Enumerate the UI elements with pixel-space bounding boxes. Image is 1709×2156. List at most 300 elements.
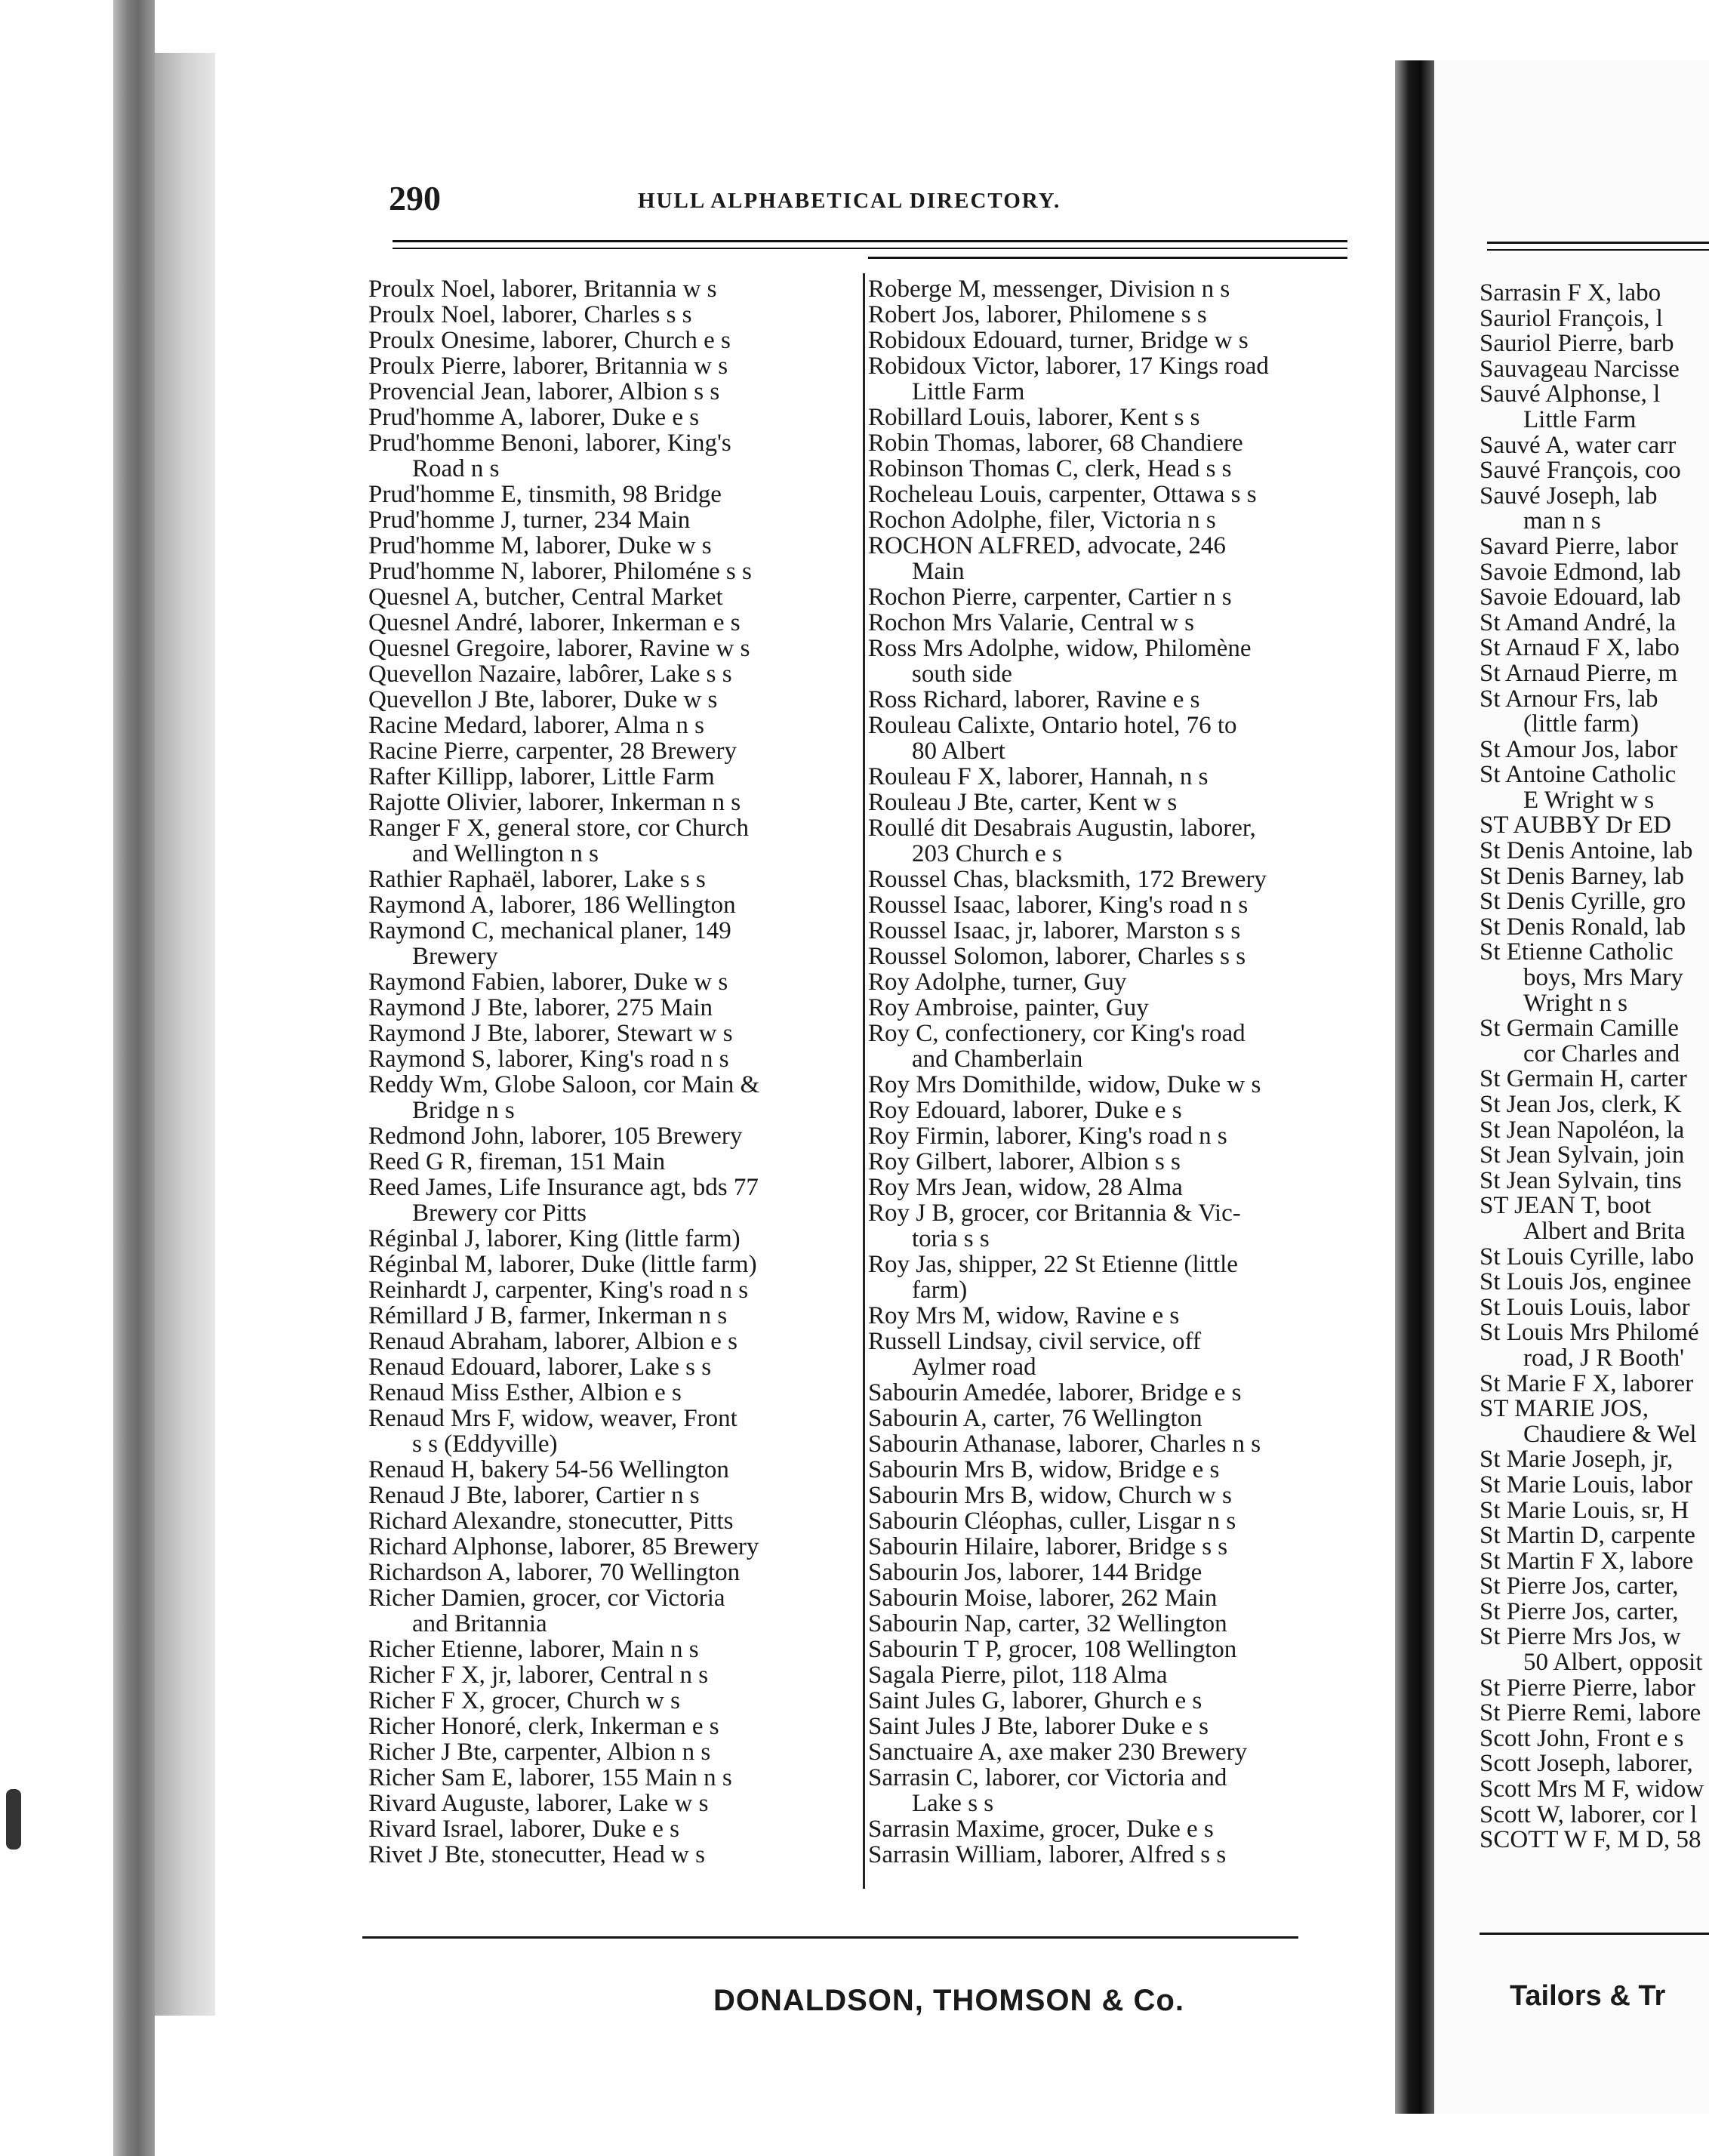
entry-continuation: Bridge n s <box>412 1097 515 1124</box>
directory-entry <box>868 1329 1370 1380</box>
entry-text: Scott Mrs M F, widow <box>1480 1776 1704 1803</box>
entry-text: Richer F X, jr, laborer, Central n s <box>368 1662 709 1689</box>
directory-entry <box>1480 281 1706 306</box>
entry-text: Sabourin Nap, carter, 32 Wellington <box>868 1610 1227 1637</box>
directory-entry <box>1480 1118 1706 1144</box>
entry-text: Robert Jos, laborer, Philomene s s <box>868 301 1207 328</box>
entry-text: Roy Gilbert, laborer, Albion s s <box>868 1148 1181 1175</box>
directory-entry <box>368 1637 851 1662</box>
directory-entry <box>868 713 1370 764</box>
directory-column-left <box>368 276 851 1868</box>
entry-text: Sabourin Athanase, laborer, Charles n s <box>868 1431 1261 1458</box>
entry-text: Roussel Chas, blacksmith, 172 Brewery <box>868 866 1267 893</box>
entry-text: Roy Edouard, laborer, Duke e s <box>868 1097 1182 1124</box>
entry-text: Racine Medard, laborer, Alma n s <box>368 712 704 739</box>
directory-entry <box>1480 735 1706 763</box>
entry-continuation: Little Farm <box>912 378 1025 405</box>
directory-entry <box>368 353 851 379</box>
directory-entry <box>868 1303 1370 1329</box>
facing-footer: Tailors & Tr <box>1510 1980 1666 2012</box>
entry-continuation: (little farm) <box>1523 710 1640 738</box>
entry-text: Richer Damien, grocer, cor Victoria <box>368 1585 725 1612</box>
directory-entry <box>368 1483 851 1508</box>
directory-entry <box>1480 1016 1706 1067</box>
entry-text: St Etienne Catholic <box>1480 938 1674 966</box>
entry-continuation: E Wright w s <box>1523 786 1655 814</box>
directory-entry <box>368 867 851 892</box>
entry-text: Ross Mrs Adolphe, widow, Philomène <box>868 635 1252 662</box>
directory-entry <box>1480 661 1706 687</box>
entry-text: Quevellon J Bte, laborer, Duke w s <box>368 686 718 713</box>
directory-entry <box>1480 458 1706 484</box>
entry-text: Renaud H, bakery 54-56 Wellington <box>368 1456 729 1483</box>
entry-text: Richer Etienne, laborer, Main n s <box>368 1636 699 1663</box>
entry-text: St Denis Cyrille, gro <box>1480 888 1686 916</box>
directory-entry <box>1480 1498 1706 1524</box>
directory-entry <box>1480 940 1706 990</box>
directory-entry <box>868 790 1370 815</box>
entry-text: Sagala Pierre, pilot, 118 Alma <box>868 1662 1168 1689</box>
directory-entry <box>368 764 851 790</box>
directory-entry <box>1480 991 1706 1017</box>
entry-text: Raymond J Bte, laborer, 275 Main <box>368 994 713 1021</box>
page-header <box>389 178 1344 223</box>
directory-entry <box>368 1046 851 1072</box>
entry-text: St Louis Cyrille, labo <box>1480 1243 1695 1270</box>
header-rule-bottom <box>393 248 1347 249</box>
entry-text: St Denis Barney, lab <box>1480 862 1684 890</box>
directory-entry <box>868 276 1370 302</box>
entry-text: Roussel Solomon, laborer, Charles s s <box>868 943 1246 970</box>
footer-advertiser: DONALDSON, THOMSON & Co. <box>713 1984 1184 2017</box>
entry-text: ST AUBBY Dr ED <box>1480 812 1671 839</box>
directory-entry <box>868 610 1370 636</box>
directory-entry <box>868 1842 1370 1868</box>
directory-entry <box>1480 1143 1706 1169</box>
entry-text: St Antoine Catholic <box>1480 761 1677 789</box>
entry-text: Sabourin T P, grocer, 108 Wellington <box>868 1636 1237 1663</box>
directory-entry <box>1480 1828 1706 1853</box>
directory-entry <box>368 1662 851 1688</box>
directory-entry <box>868 1662 1370 1688</box>
entry-text: Sauvé Alphonse, l <box>1480 380 1661 408</box>
entry-text: Roy Ambroise, painter, Guy <box>868 994 1149 1021</box>
directory-entry <box>1480 1726 1706 1752</box>
directory-entry <box>368 1354 851 1380</box>
entry-text: Saint Jules G, laborer, Ghurch e s <box>868 1687 1202 1714</box>
entry-text: Prud'homme E, tinsmith, 98 Bridge <box>368 481 722 508</box>
directory-entry <box>868 969 1370 995</box>
directory-entry <box>368 379 851 405</box>
directory-entry <box>868 918 1370 944</box>
entry-continuation: Road n s <box>412 455 500 482</box>
entry-text: St Pierre Jos, carter, <box>1480 1572 1679 1600</box>
entry-continuation: Wright n s <box>1523 989 1627 1017</box>
entry-text: Roberge M, messenger, Division n s <box>868 276 1230 303</box>
directory-entry <box>868 1816 1370 1842</box>
directory-entry <box>868 1714 1370 1739</box>
entry-text: Rochon Mrs Valarie, Central w s <box>868 609 1194 636</box>
directory-entry <box>368 1406 851 1457</box>
entry-text: Proulx Pierre, laborer, Britannia w s <box>368 353 728 380</box>
directory-entry <box>1480 687 1706 738</box>
entry-text: Raymond C, mechanical planer, 149 <box>368 917 731 944</box>
directory-entry <box>868 815 1370 867</box>
entry-text: St Jean Sylvain, join <box>1480 1141 1685 1169</box>
directory-entry <box>868 482 1370 507</box>
entry-text: Robillard Louis, laborer, Kent s s <box>868 404 1200 431</box>
directory-entry <box>1480 1369 1706 1397</box>
facing-header-rule-2 <box>1487 249 1709 251</box>
entry-continuation: south side <box>912 661 1012 688</box>
entry-text: Savoie Edouard, lab <box>1480 584 1681 611</box>
directory-entry <box>868 1765 1370 1816</box>
directory-entry <box>1480 839 1706 864</box>
directory-entry <box>868 1585 1370 1611</box>
directory-entry <box>1480 357 1706 383</box>
directory-entry <box>368 276 851 302</box>
directory-entry <box>868 764 1370 790</box>
directory-entry <box>1480 1549 1706 1575</box>
entry-text: St Marie Louis, sr, H <box>1480 1496 1689 1524</box>
directory-entry <box>368 1380 851 1406</box>
entry-continuation: and Britannia <box>412 1610 547 1637</box>
directory-entry <box>368 636 851 661</box>
entry-continuation: and Wellington n s <box>412 840 599 867</box>
entry-text: Rouleau J Bte, carter, Kent w s <box>868 789 1178 816</box>
directory-entry <box>368 1457 851 1483</box>
entry-text: St Germain H, carter <box>1480 1065 1687 1093</box>
entry-text: St Marie Louis, labor <box>1480 1471 1693 1498</box>
entry-text: Rajotte Olivier, laborer, Inkerman n s <box>368 789 741 816</box>
directory-entry <box>868 1457 1370 1483</box>
entry-continuation: 203 Church e s <box>912 840 1062 867</box>
directory-entry <box>868 1072 1370 1098</box>
entry-text: Savoie Edmond, lab <box>1480 558 1681 586</box>
entry-text: Quesnel André, laborer, Inkerman e s <box>368 609 741 636</box>
entry-text: St Louis Mrs Philomé <box>1480 1319 1699 1347</box>
entry-text: Réginbal J, laborer, King (little farm) <box>368 1225 741 1252</box>
entry-text: Roussel Isaac, jr, laborer, Marston s s <box>868 917 1241 944</box>
directory-entry <box>868 1149 1370 1175</box>
directory-entry <box>868 1021 1370 1072</box>
directory-entry <box>368 1252 851 1277</box>
directory-entry <box>1480 1245 1706 1270</box>
entry-text: Rochon Adolphe, filer, Victoria n s <box>868 507 1216 534</box>
directory-entry <box>868 1380 1370 1406</box>
directory-entry <box>868 1508 1370 1534</box>
entry-text: St Denis Antoine, lab <box>1480 837 1693 865</box>
entry-text: Sauvé A, water carr <box>1480 431 1677 459</box>
directory-entry <box>368 1842 851 1868</box>
directory-entry <box>868 1252 1370 1303</box>
entry-text: Prud'homme M, laborer, Duke w s <box>368 532 712 559</box>
directory-entry <box>368 328 851 353</box>
entry-text: Reinhardt J, carpenter, King's road n s <box>368 1277 749 1304</box>
entry-text: St Jean Jos, clerk, K <box>1480 1091 1682 1118</box>
entry-text: Raymond Fabien, laborer, Duke w s <box>368 969 728 996</box>
directory-entry <box>368 1714 851 1739</box>
entry-text: Reddy Wm, Globe Saloon, cor Main & <box>368 1071 760 1098</box>
directory-entry <box>868 456 1370 482</box>
entry-text: Roy C, confectionery, cor King's road <box>868 1020 1246 1047</box>
directory-entry <box>868 507 1370 533</box>
directory-entry <box>368 482 851 507</box>
directory-entry <box>868 1611 1370 1637</box>
entry-text: Rivard Auguste, laborer, Lake w s <box>368 1790 709 1817</box>
entry-text: Sabourin Amedée, laborer, Bridge e s <box>868 1379 1242 1406</box>
directory-entry <box>368 918 851 969</box>
entry-text: St Arnour Frs, lab <box>1480 685 1658 713</box>
directory-entry <box>868 405 1370 430</box>
entry-text: Prud'homme J, turner, 234 Main <box>368 507 691 534</box>
entry-continuation: boys, Mrs Mary <box>1523 964 1683 992</box>
entry-text: Quevellon Nazaire, labôrer, Lake s s <box>368 661 732 688</box>
entry-text: Roy Adolphe, turner, Guy <box>868 969 1127 996</box>
entry-text: Richard Alexandre, stonecutter, Pitts <box>368 1508 734 1535</box>
directory-entry <box>368 1303 851 1329</box>
entry-continuation: Lake s s <box>912 1790 994 1817</box>
entry-text: ST JEAN T, boot <box>1480 1192 1652 1220</box>
entry-text: Richardson A, laborer, 70 Wellington <box>368 1559 741 1586</box>
entry-text: Sabourin A, carter, 76 Wellington <box>868 1405 1202 1432</box>
directory-entry <box>1480 1067 1706 1092</box>
directory-entry <box>1480 1597 1706 1625</box>
directory-entry <box>368 1816 851 1842</box>
directory-entry <box>1480 1676 1706 1702</box>
entry-continuation: Brewery <box>412 943 498 970</box>
directory-entry <box>868 1431 1370 1457</box>
entry-text: Scott Joseph, laborer, <box>1480 1750 1693 1778</box>
entry-continuation: Brewery cor Pitts <box>412 1200 587 1227</box>
directory-entry <box>368 1123 851 1149</box>
entry-text: Roullé dit Desabrais Augustin, laborer, <box>868 815 1256 842</box>
entry-text: Rivet J Bte, stonecutter, Head w s <box>368 1841 705 1868</box>
entry-text: Raymond S, laborer, King's road n s <box>368 1046 729 1073</box>
scan-artifact <box>6 1789 21 1850</box>
directory-entry <box>868 584 1370 610</box>
entry-text: St Pierre Pierre, labor <box>1480 1674 1695 1702</box>
footer-rule <box>362 1936 1298 1939</box>
entry-continuation: 80 Albert <box>912 738 1005 765</box>
directory-entry <box>368 1021 851 1046</box>
directory-entry <box>868 302 1370 328</box>
entry-text: Roy J B, grocer, cor Britannia & Vic- <box>868 1200 1241 1227</box>
directory-entry <box>1480 864 1706 890</box>
directory-entry <box>868 1637 1370 1662</box>
entry-text: Robinson Thomas C, clerk, Head s s <box>868 455 1232 482</box>
entry-continuation: Aylmer road <box>912 1354 1036 1381</box>
entry-text: Roy Mrs Domithilde, widow, Duke w s <box>868 1071 1261 1098</box>
directory-entry <box>868 1688 1370 1714</box>
entry-text: Sabourin Jos, laborer, 144 Bridge <box>868 1559 1202 1586</box>
entry-text: Rouleau Calixte, Ontario hotel, 76 to <box>868 712 1237 739</box>
entry-text: St Pierre Jos, carter, <box>1480 1597 1679 1625</box>
entry-continuation: road, J R Booth' <box>1523 1344 1685 1372</box>
entry-text: Sanctuaire A, axe maker 230 Brewery <box>868 1739 1248 1766</box>
directory-entry <box>1480 1166 1706 1194</box>
directory-entry <box>368 892 851 918</box>
entry-text: Sabourin Cléophas, culler, Lisgar n s <box>868 1508 1236 1535</box>
entry-text: St Marie Joseph, jr, <box>1480 1446 1674 1474</box>
entry-text: Russell Lindsay, civil service, off <box>868 1328 1201 1355</box>
entry-text: St Louis Louis, labor <box>1480 1293 1690 1321</box>
directory-entry <box>1480 1523 1706 1549</box>
directory-entry <box>1480 1194 1706 1244</box>
entry-text: Réginbal M, laborer, Duke (little farm) <box>368 1251 757 1278</box>
directory-entry <box>368 1585 851 1637</box>
entry-text: St Marie F X, laborer <box>1480 1369 1694 1397</box>
entry-continuation: Chaudiere & Wel <box>1523 1420 1697 1448</box>
directory-entry <box>1480 433 1706 459</box>
entry-text: Savard Pierre, labor <box>1480 532 1678 560</box>
entry-text: Rathier Raphaël, laborer, Lake s s <box>368 866 706 893</box>
directory-entry <box>368 1765 851 1791</box>
directory-entry <box>368 1175 851 1226</box>
directory-entry <box>1480 1397 1706 1447</box>
entry-text: Richer Honoré, clerk, Inkerman e s <box>368 1713 719 1740</box>
directory-entry <box>368 1329 851 1354</box>
directory-entry <box>1480 1751 1706 1777</box>
entry-text: Roy Mrs Jean, widow, 28 Alma <box>868 1174 1183 1201</box>
entry-text: Richer Sam E, laborer, 155 Main n s <box>368 1764 732 1791</box>
directory-entry <box>1480 1777 1706 1803</box>
directory-entry <box>368 1508 851 1534</box>
entry-text: Redmond John, laborer, 105 Brewery <box>368 1123 743 1150</box>
entry-text: Richer J Bte, carpenter, Albion n s <box>368 1739 711 1766</box>
directory-entry <box>368 661 851 687</box>
entry-text: Rémillard J B, farmer, Inkerman n s <box>368 1302 728 1329</box>
directory-entry <box>868 1406 1370 1431</box>
directory-entry <box>1480 585 1706 611</box>
entry-text: Sauvé François, coo <box>1480 457 1681 485</box>
entry-continuation: toria s s <box>912 1225 990 1252</box>
directory-entry <box>1480 608 1706 636</box>
page-number: 290 <box>389 179 441 217</box>
directory-entry <box>368 1072 851 1123</box>
entry-text: St Martin F X, labore <box>1480 1547 1694 1575</box>
directory-entry <box>1480 813 1706 839</box>
entry-continuation: Albert and Brita <box>1523 1217 1686 1245</box>
directory-entry <box>368 969 851 995</box>
directory-entry <box>1480 560 1706 586</box>
directory-entry <box>368 533 851 559</box>
entry-text: Rocheleau Louis, carpenter, Ottawa s s <box>868 481 1257 508</box>
entry-text: Sabourin Moise, laborer, 262 Main <box>868 1585 1218 1612</box>
directory-entry <box>1480 306 1706 332</box>
entry-text: ST MARIE JOS, <box>1480 1395 1649 1423</box>
directory-entry <box>868 995 1370 1021</box>
entry-continuation: Little Farm <box>1523 405 1637 433</box>
directory-entry <box>1480 484 1706 534</box>
entry-text: Proulx Onesime, laborer, Church e s <box>368 327 731 354</box>
directory-entry <box>1480 1574 1706 1600</box>
entry-text: Robidoux Victor, laborer, 17 Kings road <box>868 353 1269 380</box>
entry-text: Sabourin Hilaire, laborer, Bridge s s <box>868 1533 1228 1560</box>
directory-entry <box>868 430 1370 456</box>
entry-text: Raymond A, laborer, 186 Wellington <box>368 892 736 919</box>
entry-text: Renaud Mrs F, widow, weaver, Front <box>368 1405 737 1432</box>
directory-entry <box>868 687 1370 713</box>
entry-text: St Pierre Mrs Jos, w <box>1480 1623 1681 1651</box>
directory-entry <box>368 302 851 328</box>
page-edge <box>155 53 215 2016</box>
directory-entry <box>368 995 851 1021</box>
directory-entry <box>868 636 1370 687</box>
directory-entry <box>368 1739 851 1765</box>
entry-text: Reed James, Life Insurance agt, bds 77 <box>368 1174 759 1201</box>
directory-entry <box>1480 382 1706 433</box>
entry-text: Roussel Isaac, laborer, King's road n s <box>868 892 1249 919</box>
entry-text: Renaud Abraham, laborer, Albion e s <box>368 1328 737 1355</box>
entry-text: Prud'homme A, laborer, Duke e s <box>368 404 700 431</box>
entry-text: Quesnel A, butcher, Central Market <box>368 584 723 611</box>
header-rule-short <box>868 257 1347 259</box>
entry-text: Robin Thomas, laborer, 68 Chandiere <box>868 430 1243 457</box>
directory-entry <box>868 1483 1370 1508</box>
directory-entry <box>868 533 1370 584</box>
entry-text: St Amand André, la <box>1480 608 1677 636</box>
entry-text: Racine Pierre, carpenter, 28 Brewery <box>368 738 737 765</box>
directory-entry <box>368 507 851 533</box>
directory-entry <box>868 353 1370 405</box>
entry-continuation: farm) <box>912 1277 968 1304</box>
entry-text: Sarrasin C, laborer, cor Victoria and <box>868 1764 1227 1791</box>
entry-text: Sarrasin Maxime, grocer, Duke e s <box>868 1816 1214 1843</box>
entry-text: St Jean Napoléon, la <box>1480 1116 1685 1144</box>
header-rule-top <box>393 240 1347 242</box>
entry-text: ROCHON ALFRED, advocate, 246 <box>868 532 1226 559</box>
directory-entry <box>868 1200 1370 1252</box>
entry-text: Sarrasin William, laborer, Alfred s s <box>868 1841 1227 1868</box>
directory-entry <box>868 328 1370 353</box>
directory-entry <box>368 687 851 713</box>
directory-entry <box>368 1688 851 1714</box>
directory-entry <box>368 815 851 867</box>
directory-entry <box>1480 1473 1706 1498</box>
entry-text: Sauriol François, l <box>1480 304 1663 332</box>
entry-continuation: man n s <box>1523 507 1601 535</box>
entry-text: St Jean Sylvain, tins <box>1480 1166 1682 1194</box>
directory-entry <box>1480 1295 1706 1321</box>
directory-entry <box>1480 1447 1706 1473</box>
running-title: HULL ALPHABETICAL DIRECTORY. <box>638 189 1061 213</box>
directory-entry <box>368 738 851 764</box>
directory-entry <box>1480 636 1706 661</box>
entry-text: Quesnel Gregoire, laborer, Ravine w s <box>368 635 750 662</box>
directory-entry <box>368 1149 851 1175</box>
entry-text: Prud'homme Benoni, laborer, King's <box>368 430 731 457</box>
entry-text: St Amour Jos, labor <box>1480 735 1678 763</box>
directory-entry <box>368 1560 851 1585</box>
directory-entry <box>1480 534 1706 560</box>
entry-continuation: 50 Albert, opposit <box>1523 1649 1703 1677</box>
entry-text: Sarrasin F X, labo <box>1480 281 1661 306</box>
directory-entry <box>868 867 1370 892</box>
entry-text: Raymond J Bte, laborer, Stewart w s <box>368 1020 733 1047</box>
entry-text: Proulx Noel, laborer, Charles s s <box>368 301 692 328</box>
facing-page-column <box>1480 281 1706 1853</box>
entry-text: Sauvageau Narcisse <box>1480 355 1680 383</box>
directory-entry <box>1480 915 1706 941</box>
entry-text: Richard Alphonse, laborer, 85 Brewery <box>368 1533 759 1560</box>
entry-text: Renaud Edouard, laborer, Lake s s <box>368 1354 712 1381</box>
entry-text: Roy Jas, shipper, 22 St Etienne (little <box>868 1251 1238 1278</box>
directory-entry <box>368 1534 851 1560</box>
entry-text: Roy Firmin, laborer, King's road n s <box>868 1123 1227 1150</box>
directory-entry <box>368 713 851 738</box>
entry-text: Scott John, Front e s <box>1480 1724 1684 1752</box>
